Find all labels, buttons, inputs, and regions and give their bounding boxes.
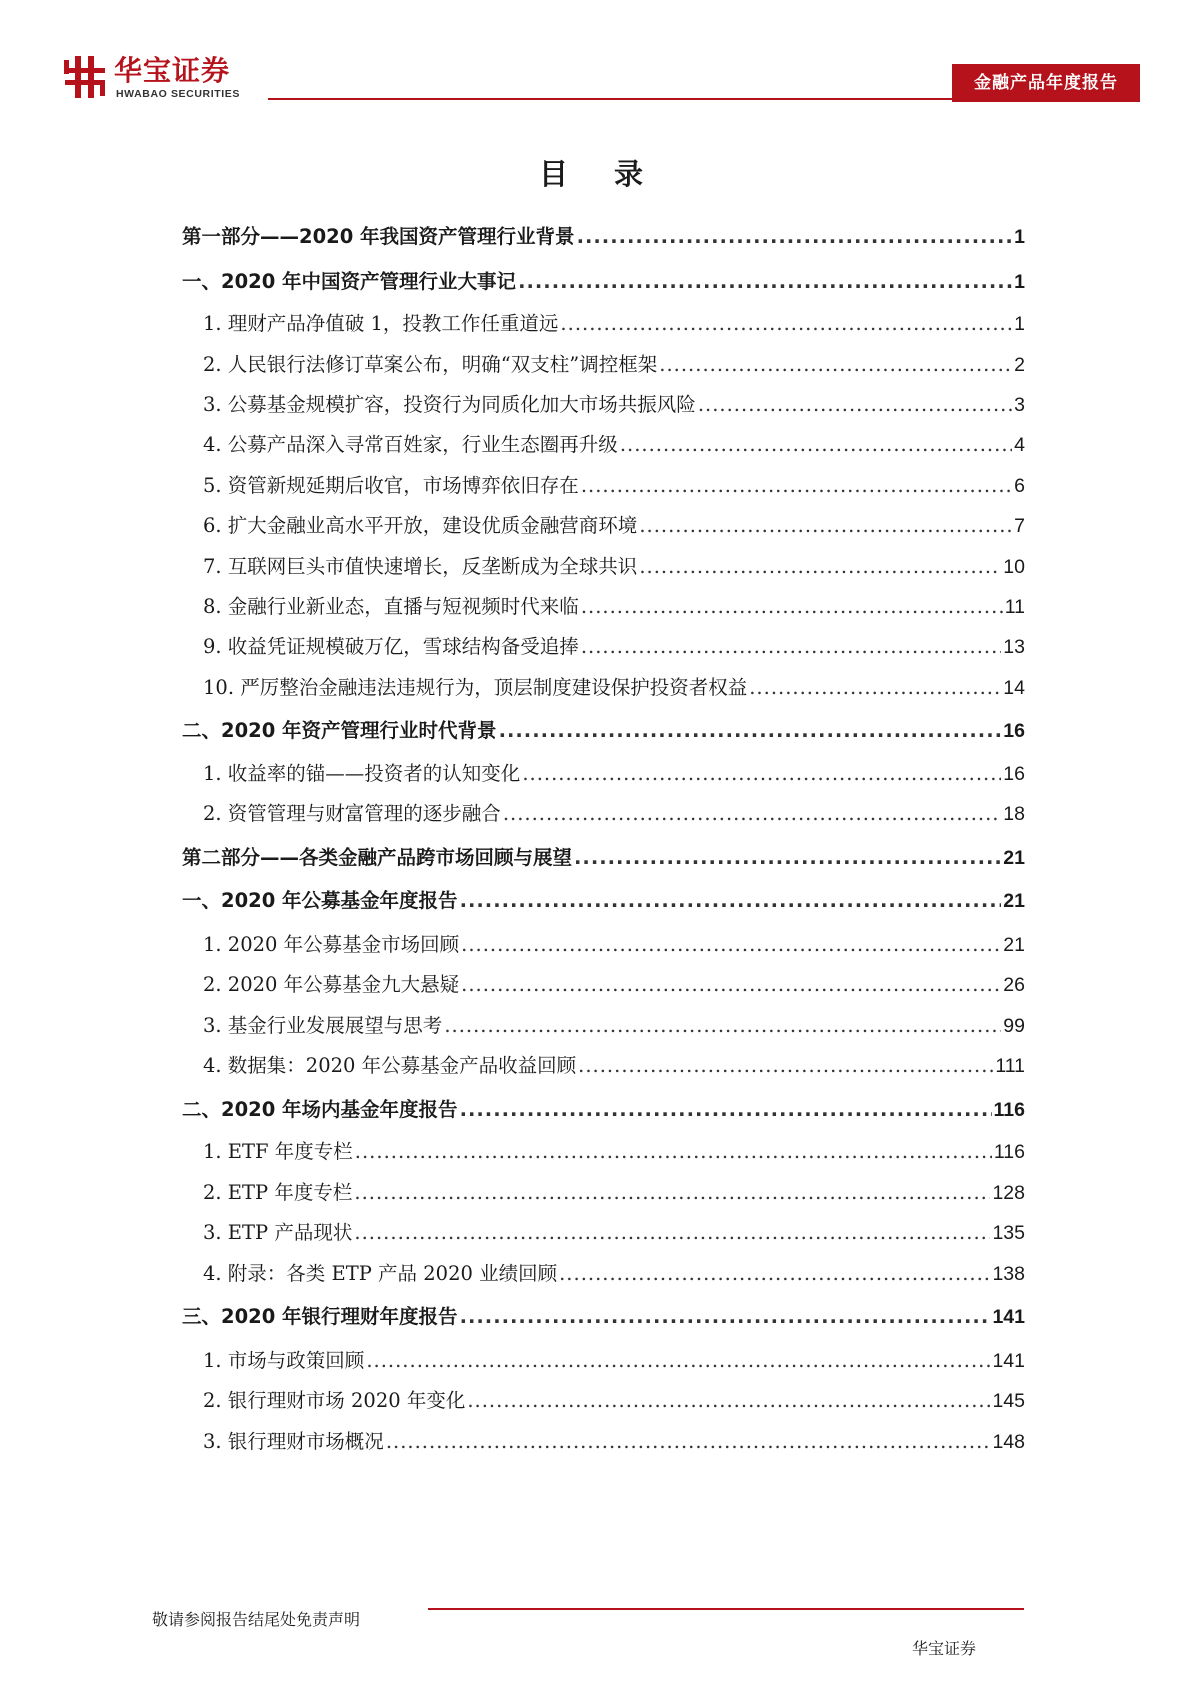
toc-entry-label: 1. 2020 年公募基金市场回顾 — [203, 933, 460, 956]
toc-leader-dots — [574, 843, 1001, 873]
toc-item[interactable] — [182, 511, 1025, 541]
toc-leader-dots — [522, 759, 1001, 789]
toc-item[interactable] — [182, 1051, 1025, 1081]
page-title: 目 录 — [538, 157, 662, 191]
toc-leader-dots — [354, 1218, 990, 1248]
toc-entry-label: 三、2020 年银行理财年度报告 — [182, 1305, 458, 1328]
toc-item[interactable] — [182, 970, 1025, 1000]
toc-page-number: 21 — [1003, 847, 1025, 869]
toc-page-number: 16 — [1003, 720, 1025, 742]
toc-page-number: 4 — [1014, 434, 1025, 456]
hwabao-logo-icon — [62, 54, 108, 100]
toc-leader-dots — [620, 430, 1012, 460]
toc-page-number: 148 — [992, 1431, 1025, 1453]
toc-section[interactable] — [182, 267, 1025, 297]
toc-item[interactable] — [182, 430, 1025, 460]
toc-page-number: 11 — [1004, 596, 1025, 618]
toc-entry-label: 二、2020 年资产管理行业时代背景 — [182, 719, 497, 742]
toc-page-number: 135 — [992, 1222, 1025, 1244]
toc-entry-label: 3. 公募基金规模扩容，投资行为同质化加大市场共振风险 — [203, 393, 696, 416]
toc-item[interactable] — [182, 309, 1025, 339]
toc-page-number: 1 — [1014, 271, 1025, 293]
toc-entry-label: 一、2020 年公募基金年度报告 — [182, 889, 458, 912]
toc-item[interactable] — [182, 673, 1025, 703]
toc-section[interactable] — [182, 1095, 1025, 1125]
toc-item[interactable] — [182, 759, 1025, 789]
toc-page-number: 16 — [1003, 763, 1025, 785]
footer-disclaimer: 敬请参阅报告结尾处免责声明 — [152, 1610, 361, 1629]
toc-item[interactable] — [182, 350, 1025, 380]
toc-page-number: 6 — [1014, 475, 1025, 497]
toc-entry-label: 7. 互联网巨头市值快速增长，反垄断成为全球共识 — [203, 555, 638, 578]
toc-item[interactable] — [182, 1259, 1025, 1289]
toc-entry-label: 2. 人民银行法修订草案公布，明确“双支柱”调控框架 — [203, 353, 658, 376]
toc-page-number: 141 — [992, 1306, 1025, 1328]
footer-company: 华宝证券 — [912, 1639, 977, 1658]
toc-entry-label: 一、2020 年中国资产管理行业大事记 — [182, 270, 517, 293]
toc-entry-label: 1. 收益率的锚——投资者的认知变化 — [203, 762, 521, 785]
toc-item[interactable] — [182, 390, 1025, 420]
toc-item[interactable] — [182, 1178, 1025, 1208]
toc-page-number: 99 — [1003, 1015, 1025, 1037]
toc-entry-label: 6. 扩大金融业高水平开放，建设优质金融营商环境 — [203, 514, 638, 537]
toc-leader-dots — [467, 1386, 990, 1416]
toc-entry-label: 3. ETP 产品现状 — [203, 1221, 353, 1244]
toc-leader-dots — [518, 267, 1012, 297]
toc-page-number: 116 — [993, 1141, 1025, 1163]
toc-entry-label: 2. 2020 年公募基金九大悬疑 — [203, 973, 460, 996]
toc-entry-label: 3. 银行理财市场概况 — [203, 1430, 384, 1453]
footer-divider — [428, 1608, 1024, 1610]
toc-item[interactable] — [182, 552, 1025, 582]
toc-leader-dots — [460, 1302, 991, 1332]
toc-leader-dots — [386, 1427, 991, 1457]
toc-page-number: 13 — [1003, 636, 1025, 658]
toc-leader-dots — [503, 799, 1001, 829]
toc-page-number: 111 — [995, 1055, 1025, 1077]
toc-page-number: 1 — [1014, 226, 1025, 248]
toc-item[interactable] — [182, 799, 1025, 829]
toc-leader-dots — [659, 350, 1012, 380]
toc-leader-dots — [460, 886, 1002, 916]
toc-section[interactable] — [182, 1302, 1025, 1332]
toc-page-number: 7 — [1014, 515, 1025, 537]
toc-page-number: 1 — [1014, 313, 1025, 335]
company-logo — [62, 54, 272, 100]
toc-entry-label: 1. 理财产品净值破 1，投教工作任重道远 — [203, 312, 559, 335]
toc-item[interactable] — [182, 930, 1025, 960]
toc-leader-dots — [499, 716, 1002, 746]
toc-entry-label: 8. 金融行业新业态，直播与短视频时代来临 — [203, 595, 579, 618]
toc-page-number: 18 — [1003, 803, 1025, 825]
toc-page-number: 2 — [1014, 354, 1025, 376]
toc-item[interactable] — [182, 1011, 1025, 1041]
toc-entry-label: 二、2020 年场内基金年度报告 — [182, 1098, 458, 1121]
toc-item[interactable] — [182, 471, 1025, 501]
header-divider — [268, 98, 952, 100]
toc-leader-dots — [461, 930, 1001, 960]
toc-item[interactable] — [182, 1346, 1025, 1376]
toc-leader-dots — [577, 222, 1013, 252]
toc-entry-label: 1. 市场与政策回顾 — [203, 1349, 365, 1372]
toc-leader-dots — [581, 592, 1003, 622]
toc-item[interactable] — [182, 1386, 1025, 1416]
logo-chinese-name: 华宝证券 — [114, 54, 231, 87]
toc-page-number: 128 — [992, 1182, 1025, 1204]
toc-leader-dots — [461, 970, 1001, 1000]
toc-page-number: 14 — [1003, 677, 1025, 699]
toc-entry-label: 2. 银行理财市场 2020 年变化 — [203, 1389, 466, 1412]
toc-entry-label: 5. 资管新规延期后收官，市场博弈依旧存在 — [203, 474, 579, 497]
toc-page-number: 10 — [1003, 556, 1025, 578]
toc-item[interactable] — [182, 592, 1025, 622]
toc-section[interactable] — [182, 716, 1025, 746]
toc-leader-dots — [581, 471, 1012, 501]
toc-leader-dots — [749, 673, 1001, 703]
toc-entry-label: 3. 基金行业发展展望与思考 — [203, 1014, 443, 1037]
toc-entry-label: 2. ETP 年度专栏 — [203, 1181, 353, 1204]
toc-entry-label: 第一部分——2020 年我国资产管理行业背景 — [182, 225, 575, 248]
toc-leader-dots — [698, 390, 1012, 420]
toc-entry-label: 10. 严厉整治金融违法违规行为，顶层制度建设保护投资者权益 — [203, 676, 748, 699]
toc-leader-dots — [444, 1011, 1001, 1041]
toc-leader-dots — [366, 1346, 990, 1376]
report-type-badge: 金融产品年度报告 — [952, 64, 1140, 102]
toc-leader-dots — [559, 1259, 990, 1289]
toc-leader-dots — [560, 309, 1012, 339]
toc-entry-label: 9. 收益凭证规模破万亿，雪球结构备受追捧 — [203, 635, 579, 658]
toc-entry-label: 1. ETF 年度专栏 — [203, 1140, 353, 1163]
toc-item[interactable] — [182, 1427, 1025, 1457]
logo-english-name: HWABAO SECURITIES — [116, 88, 240, 100]
toc-page-number: 138 — [992, 1263, 1025, 1285]
toc-leader-dots — [354, 1178, 990, 1208]
toc-page-number: 26 — [1003, 974, 1025, 996]
toc-leader-dots — [639, 511, 1012, 541]
toc-page-number: 141 — [992, 1350, 1025, 1372]
toc-entry-label: 第二部分——各类金融产品跨市场回顾与展望 — [182, 846, 573, 869]
toc-entry-label: 4. 附录：各类 ETP 产品 2020 业绩回顾 — [203, 1262, 558, 1285]
toc-entry-label: 4. 数据集：2020 年公募基金产品收益回顾 — [203, 1054, 577, 1077]
toc-leader-dots — [578, 1051, 993, 1081]
toc-leader-dots — [355, 1137, 992, 1167]
toc-page-number: 21 — [1003, 934, 1025, 956]
toc-entry-label: 4. 公募产品深入寻常百姓家，行业生态圈再升级 — [203, 433, 618, 456]
toc-leader-dots — [460, 1095, 992, 1125]
toc-leader-dots — [581, 632, 1001, 662]
toc-page-number: 116 — [993, 1099, 1025, 1121]
toc-item[interactable] — [182, 1137, 1025, 1167]
toc-entry-label: 2. 资管管理与财富管理的逐步融合 — [203, 802, 501, 825]
toc-item[interactable] — [182, 1218, 1025, 1248]
toc-page-number: 21 — [1003, 890, 1025, 912]
toc-section[interactable] — [182, 886, 1025, 916]
toc-leader-dots — [639, 552, 1001, 582]
toc-part[interactable] — [182, 222, 1025, 252]
toc-part[interactable] — [182, 843, 1025, 873]
toc-page-number: 145 — [992, 1390, 1025, 1412]
toc-item[interactable] — [182, 632, 1025, 662]
toc-page-number: 3 — [1014, 394, 1025, 416]
